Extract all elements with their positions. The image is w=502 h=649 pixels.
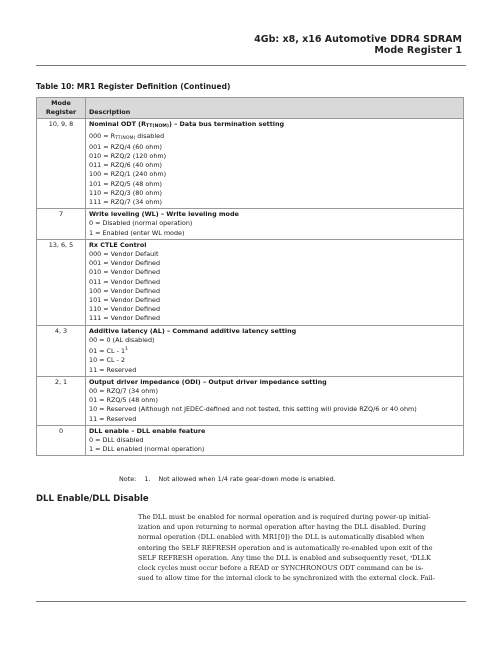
table-row — [37, 239, 464, 325]
footnote-marker: 1 — [125, 347, 128, 353]
description-cell — [86, 119, 464, 209]
mr1-register-table — [36, 97, 464, 456]
body-line: sued to allow time for the internal clock to be synchronized with the external clock. Fail- — [138, 574, 435, 583]
body-line: ization and upon returning to normal operation after having the DLL disabled. During — [138, 523, 426, 532]
note-label: Note: — [119, 475, 137, 483]
option-line: 1 = Enabled (enter WL mode) — [89, 228, 185, 237]
body-line: clock cycles must occur before a READ or SYNCHRONOUS ODT command can be is- — [138, 564, 424, 573]
option-line: 0 = Disabled (normal operation) — [89, 219, 193, 228]
option-line: 100 = RZQ/1 (240 ohm) — [89, 170, 167, 179]
field-title: Output driver impedance (ODI) – Output driver impedance setting — [89, 377, 327, 386]
option-line: 111 = RZQ/7 (34 ohm) — [89, 198, 163, 207]
description-cell — [86, 325, 464, 376]
option-line: 011 = RZQ/6 (40 ohm) — [89, 161, 163, 170]
footer-divider — [36, 601, 466, 602]
register-bits-cell: 13, 6, 5 — [37, 239, 86, 325]
column-header-register-label: Register — [45, 108, 77, 117]
description-cell — [86, 376, 464, 425]
body-line: The DLL must be enabled for normal operation and is required during power-up initial- — [138, 513, 431, 521]
table-note — [119, 475, 342, 483]
option-line: 10 = Reserved (Although not JEDEC-defined and not tested, this setting will provide RZQ/6 or 40 ohm) — [89, 405, 417, 414]
option-line: 11 = Reserved — [89, 414, 137, 423]
field-title: Rx CTLE Control — [89, 240, 147, 249]
option-line: 11 = Reserved — [89, 365, 137, 374]
option-line: 1 = DLL enabled (normal operation) — [89, 445, 205, 454]
register-bits-cell: 10, 9, 8 — [37, 119, 86, 209]
header-divider — [36, 65, 466, 66]
option-line: 011 = Vendor Defined — [89, 277, 161, 286]
option-line: 000 = Vendor Default — [89, 250, 159, 259]
header-title: 4Gb: x8, x16 Automotive DDR4 SDRAM — [254, 34, 462, 45]
table-row — [37, 209, 464, 240]
table-header-row — [37, 98, 464, 119]
body-line: SELF REFRESH operation. Any time the DLL is enabled and subsequently reset, ᵗDLLK — [138, 553, 431, 562]
page-header — [254, 34, 462, 56]
option-line: 00 = RZQ/7 (34 ohm) — [89, 387, 158, 396]
note-number: 1. — [144, 475, 151, 483]
register-bits-cell: 7 — [37, 209, 86, 240]
section-heading: DLL Enable/DLL Disable — [36, 494, 149, 504]
field-title: Additive latency (AL) – Command additive latency setting — [89, 326, 297, 335]
table-row — [37, 325, 464, 376]
option-line: 10 = CL - 2 — [89, 356, 126, 365]
field-title: Write leveling (WL) – Write leveling mode — [89, 210, 239, 219]
table-caption: Table 10: MR1 Register Definition (Continued) — [36, 82, 231, 91]
note-text: Not allowed when 1/4 rate gear-down mode is enabled. — [158, 475, 336, 483]
option-line: 010 = RZQ/2 (120 ohm) — [89, 152, 167, 161]
table-row — [37, 376, 464, 425]
register-bits-cell: 4, 3 — [37, 325, 86, 376]
option-line: 01 = RZQ/5 (48 ohm) — [89, 396, 158, 405]
table-row — [37, 425, 464, 456]
field-title: Nominal ODT $(R_{TT(NOM)})$ – Data bus termination setting — [89, 120, 285, 130]
description-cell — [86, 425, 464, 456]
option-line: 101 = Vendor Defined — [89, 296, 161, 305]
option-line: 01 = CL - $1^1$ — [89, 347, 128, 356]
field-title: DLL enable – DLL enable feature — [89, 426, 206, 435]
register-bits-cell: 2, 1 — [37, 376, 86, 425]
option-line: 001 = RZQ/4 (60 ohm) — [89, 142, 163, 151]
body-line: normal operation (DLL enabled with MR1[0]) the DLL is automatically disabled when — [138, 533, 425, 542]
column-header-mode-label: Mode — [51, 99, 71, 107]
register-bits-cell: 0 — [37, 425, 86, 456]
option-line: 100 = Vendor Defined — [89, 286, 161, 295]
section-body — [138, 512, 466, 583]
option-line: 0 = DLL disabled — [89, 436, 144, 445]
option-line: 110 = Vendor Defined — [89, 305, 161, 314]
header-subtitle: Mode Register 1 — [374, 45, 462, 56]
column-header-description: Description — [86, 98, 464, 119]
description-cell — [86, 239, 464, 325]
body-line: entering the SELF REFRESH operation and is automatically re-enabled upon exit of the — [138, 543, 433, 552]
option-line: 00 = 0 (AL disabled) — [89, 335, 155, 344]
option-line: 001 = Vendor Defined — [89, 259, 161, 268]
table-row — [37, 119, 464, 209]
option-line: 010 = Vendor Defined — [89, 268, 161, 277]
column-header-mode-register — [37, 98, 86, 119]
option-line: 110 = RZQ/3 (80 ohm) — [89, 188, 163, 197]
option-line: $000 = R_{TT(NOM)}$ disabled — [89, 131, 165, 141]
description-cell — [86, 209, 464, 240]
option-line: 101 = RZQ/5 (48 ohm) — [89, 179, 163, 188]
option-line: 111 = Vendor Defined — [89, 314, 161, 323]
